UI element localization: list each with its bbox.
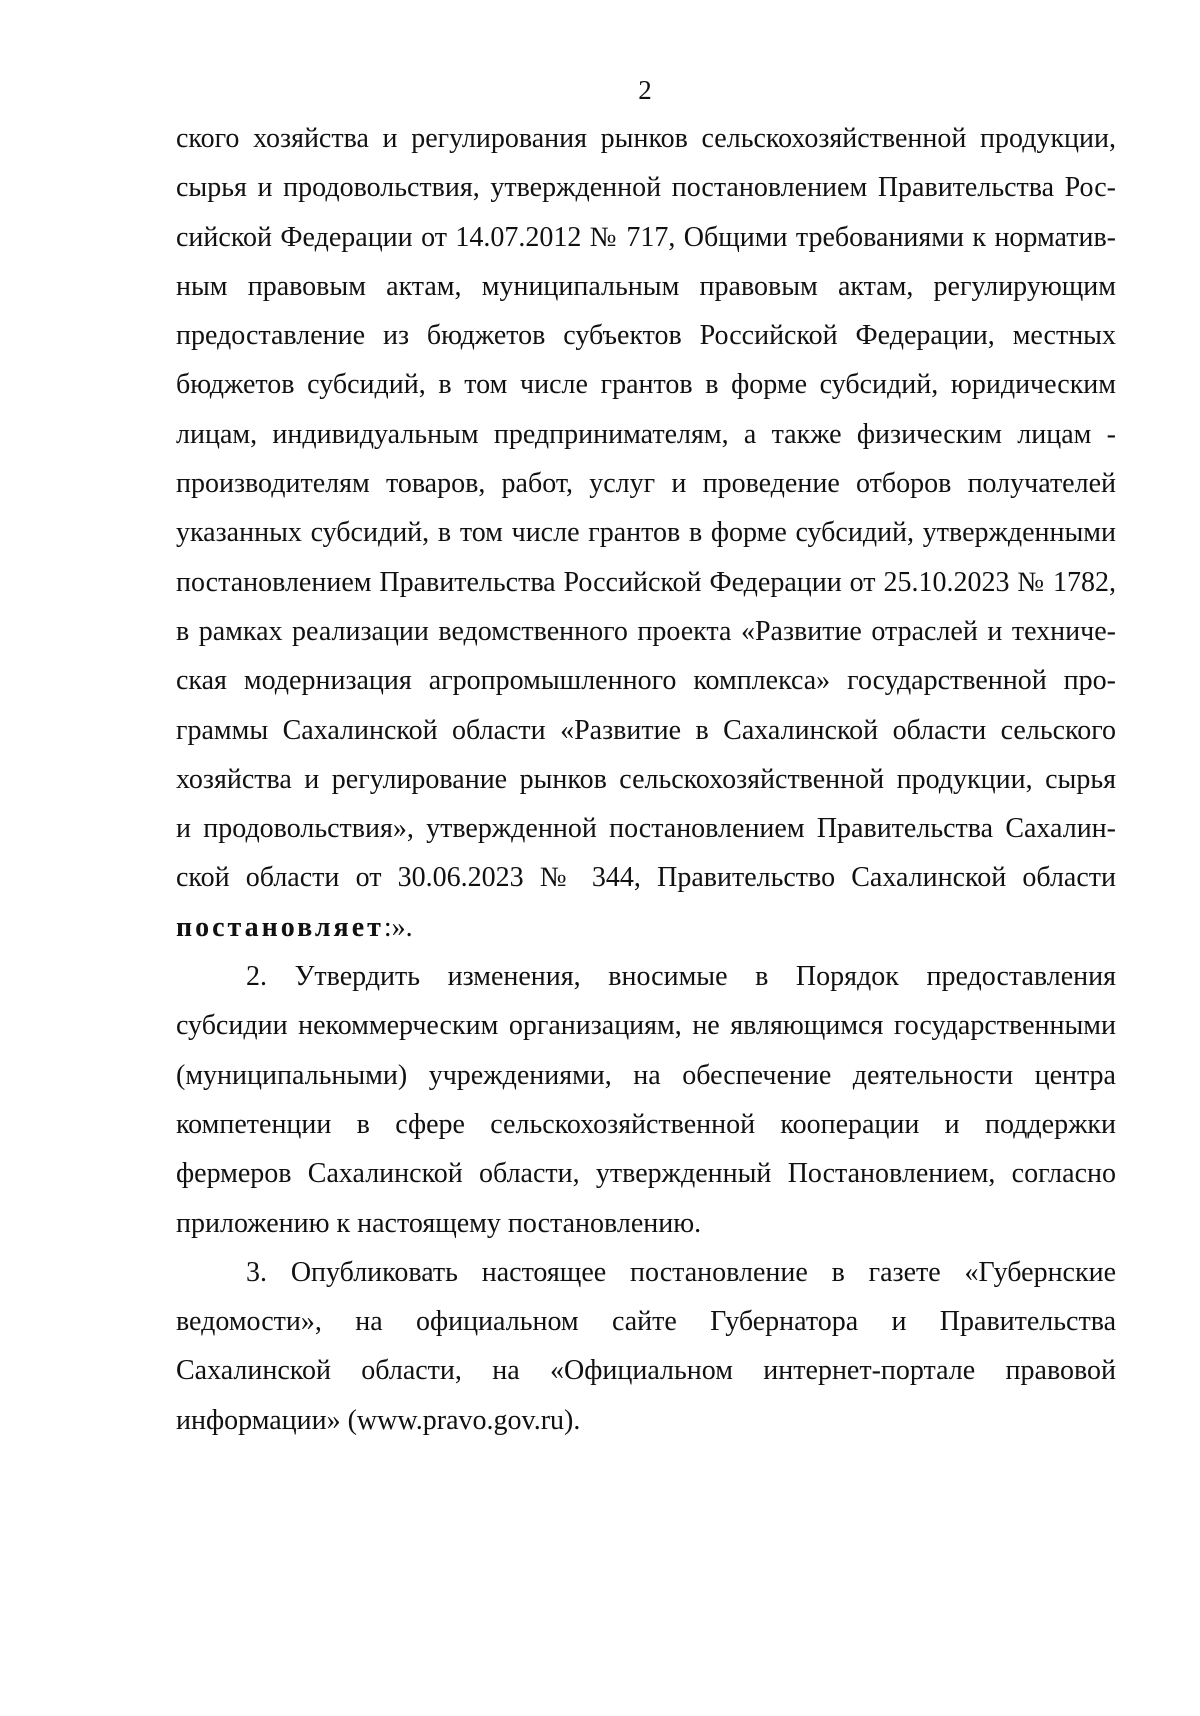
text-line: в рамках реализации ведомственного проекта «Развитие отраслей и техниче- [176,615,1116,647]
text-line: 3. Опубликовать настоящее постановление в газете «Губернские [246,1256,1116,1288]
text-line: указанных субсидий, в том числе грантов в форме субсидий, утвержденными [176,517,1116,549]
text-line: предоставление из бюджетов субъектов Российской Федерации, местных [176,320,1116,352]
text-line: ского хозяйства и регулирования рынков сельскохозяйственной продукции, [176,123,1116,154]
text-line: фермеров Сахалинской области, утвержденный Постановлением, согласно [176,1158,1116,1190]
text-line: ской области от 30.06.2023 № 344, Правительство Сахалинской области [176,862,1116,894]
text-line: ведомости», на официальном сайте Губернатора и Правительства [176,1306,1116,1338]
text-line: сийской Федерации от 14.07.2012 № 717, Общими требованиями к норматив- [176,221,1116,253]
document-body [176,114,1116,1445]
text-line: информации» (www.pravo.gov.ru). [176,1404,581,1436]
text-line: производителям товаров, работ, услуг и проведение отборов получателей [176,468,1116,500]
text-line: постановлением Правительства Российской Федерации от 25.10.2023 № 1782, [176,566,1116,598]
text-line: субсидии некоммерческим организациям, не являющимся государственными [176,1010,1116,1042]
text-line: ская модернизация агропромышленного комплекса» государственной про- [176,665,1116,697]
paragraph-3 [176,1248,1116,1445]
text-line: сырья и продовольствия, утвержденной постановлением Правительства Рос- [176,172,1116,204]
text-line: 2. Утвердить изменения, вносимые в Порядок предоставления [246,961,1116,993]
text-line: граммы Сахалинской области «Развитие в Сахалинской области сельского [176,714,1116,746]
text-line: (муниципальными) учреждениями, на обеспечение деятельности центра [176,1059,1116,1091]
text-line: ным правовым актам, муниципальным правовым актам, регулирующим [176,270,1116,302]
text-line: хозяйства и регулирование рынков сельскохозяйственной продукции, сырья [176,763,1116,795]
text-line: компетенции в сфере сельскохозяйственной кооперации и поддержки [176,1108,1116,1140]
paragraph-2 [176,952,1116,1248]
paragraph-intro [176,114,1116,952]
text-line: бюджетов субсидий, в том числе грантов в форме субсидий, юридическим [176,369,1116,401]
closing-punctuation: :». [383,911,413,943]
resolves-word: постановляет [176,911,384,943]
page-number: 2 [638,75,652,105]
closing-line [176,903,1116,952]
text-line: лицам, индивидуальным предпринимателям, а также физическим лицам - [176,418,1116,450]
text-line: Сахалинской области, на «Официальном интернет-портале правовой [176,1355,1116,1387]
text-line: приложению к настоящему постановлению. [176,1207,702,1239]
text-line: и продовольствия», утвержденной постановлением Правительства Сахалин- [176,813,1116,845]
